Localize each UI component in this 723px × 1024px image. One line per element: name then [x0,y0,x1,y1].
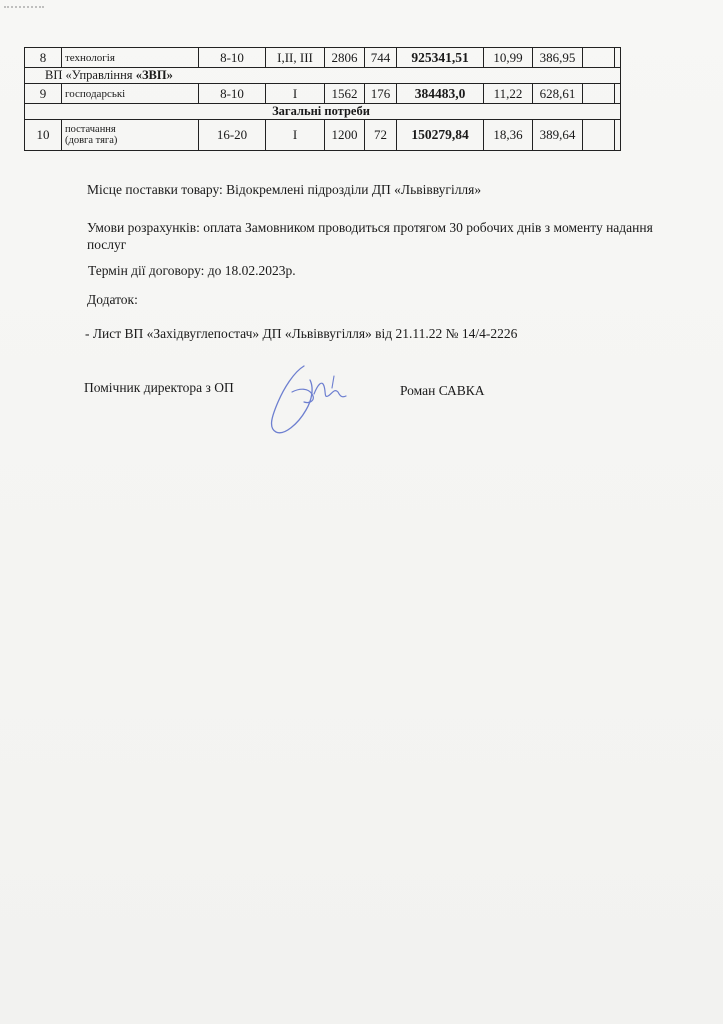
section-row [25,104,621,120]
row-name-line-2: (довга тяга) [65,135,118,146]
row-value-4: 389,64 [533,120,583,151]
row-empty-cell [583,120,615,151]
row-value-1: 2806 [325,48,365,68]
section-label-prefix: ВП «Управління [45,68,136,82]
row-name-line-1: постачання [65,124,116,135]
row-empty-cell [615,48,621,68]
goods-table [24,47,621,151]
row-sum: 925341,51 [397,48,484,68]
row-number: 9 [25,84,62,104]
row-value-1: 1200 [325,120,365,151]
row-value-4: 628,61 [533,84,583,104]
row-number: 8 [25,48,62,68]
row-system: І [266,120,325,151]
handwritten-signature [254,358,364,438]
signatory-role: Помічник директора з ОП [84,380,234,395]
section-label: Загальні потреби [25,104,621,120]
row-range: 8-10 [199,84,266,104]
row-empty-cell [615,84,621,104]
row-range: 8-10 [199,48,266,68]
row-range: 16-20 [199,120,266,151]
row-value-3: 18,36 [484,120,533,151]
row-number: 10 [25,120,62,151]
contract-term-text: Термін дії договору: до 18.02.2023р. [88,263,296,278]
row-value-2: 176 [365,84,397,104]
appendix-item: - Лист ВП «Західвуглепостач» ДП «Львіввугілля» від 21.11.22 № 14/4-2226 [85,326,518,341]
scan-artifact [4,6,44,14]
row-name: господарські [62,84,199,104]
row-value-2: 744 [365,48,397,68]
row-value-3: 10,99 [484,48,533,68]
row-system: І,ІІ, ІІІ [266,48,325,68]
row-system: І [266,84,325,104]
row-empty-cell [615,120,621,151]
section-label [25,68,621,84]
table-row [25,84,621,104]
appendix-title: Додаток: [87,292,138,307]
row-name: технологія [62,48,199,68]
row-value-2: 72 [365,120,397,151]
table-row [25,48,621,68]
row-empty-cell [583,48,615,68]
row-sum: 150279,84 [397,120,484,151]
row-value-1: 1562 [325,84,365,104]
row-sum: 384483,0 [397,84,484,104]
row-value-3: 11,22 [484,84,533,104]
row-empty-cell [583,84,615,104]
row-name [62,120,199,151]
table-row [25,120,621,151]
row-value-4: 386,95 [533,48,583,68]
section-label-bold: «ЗВП» [135,68,173,82]
delivery-place-text: Місце поставки товару: Відокремлені підрозділи ДП «Львіввугілля» [87,182,482,197]
signatory-name: Роман САВКА [400,383,485,398]
payment-terms-text: Умови розрахунків: оплата Замовником проводиться протягом 30 робочих днів з моменту надання послуг [87,220,653,252]
section-row [25,68,621,84]
